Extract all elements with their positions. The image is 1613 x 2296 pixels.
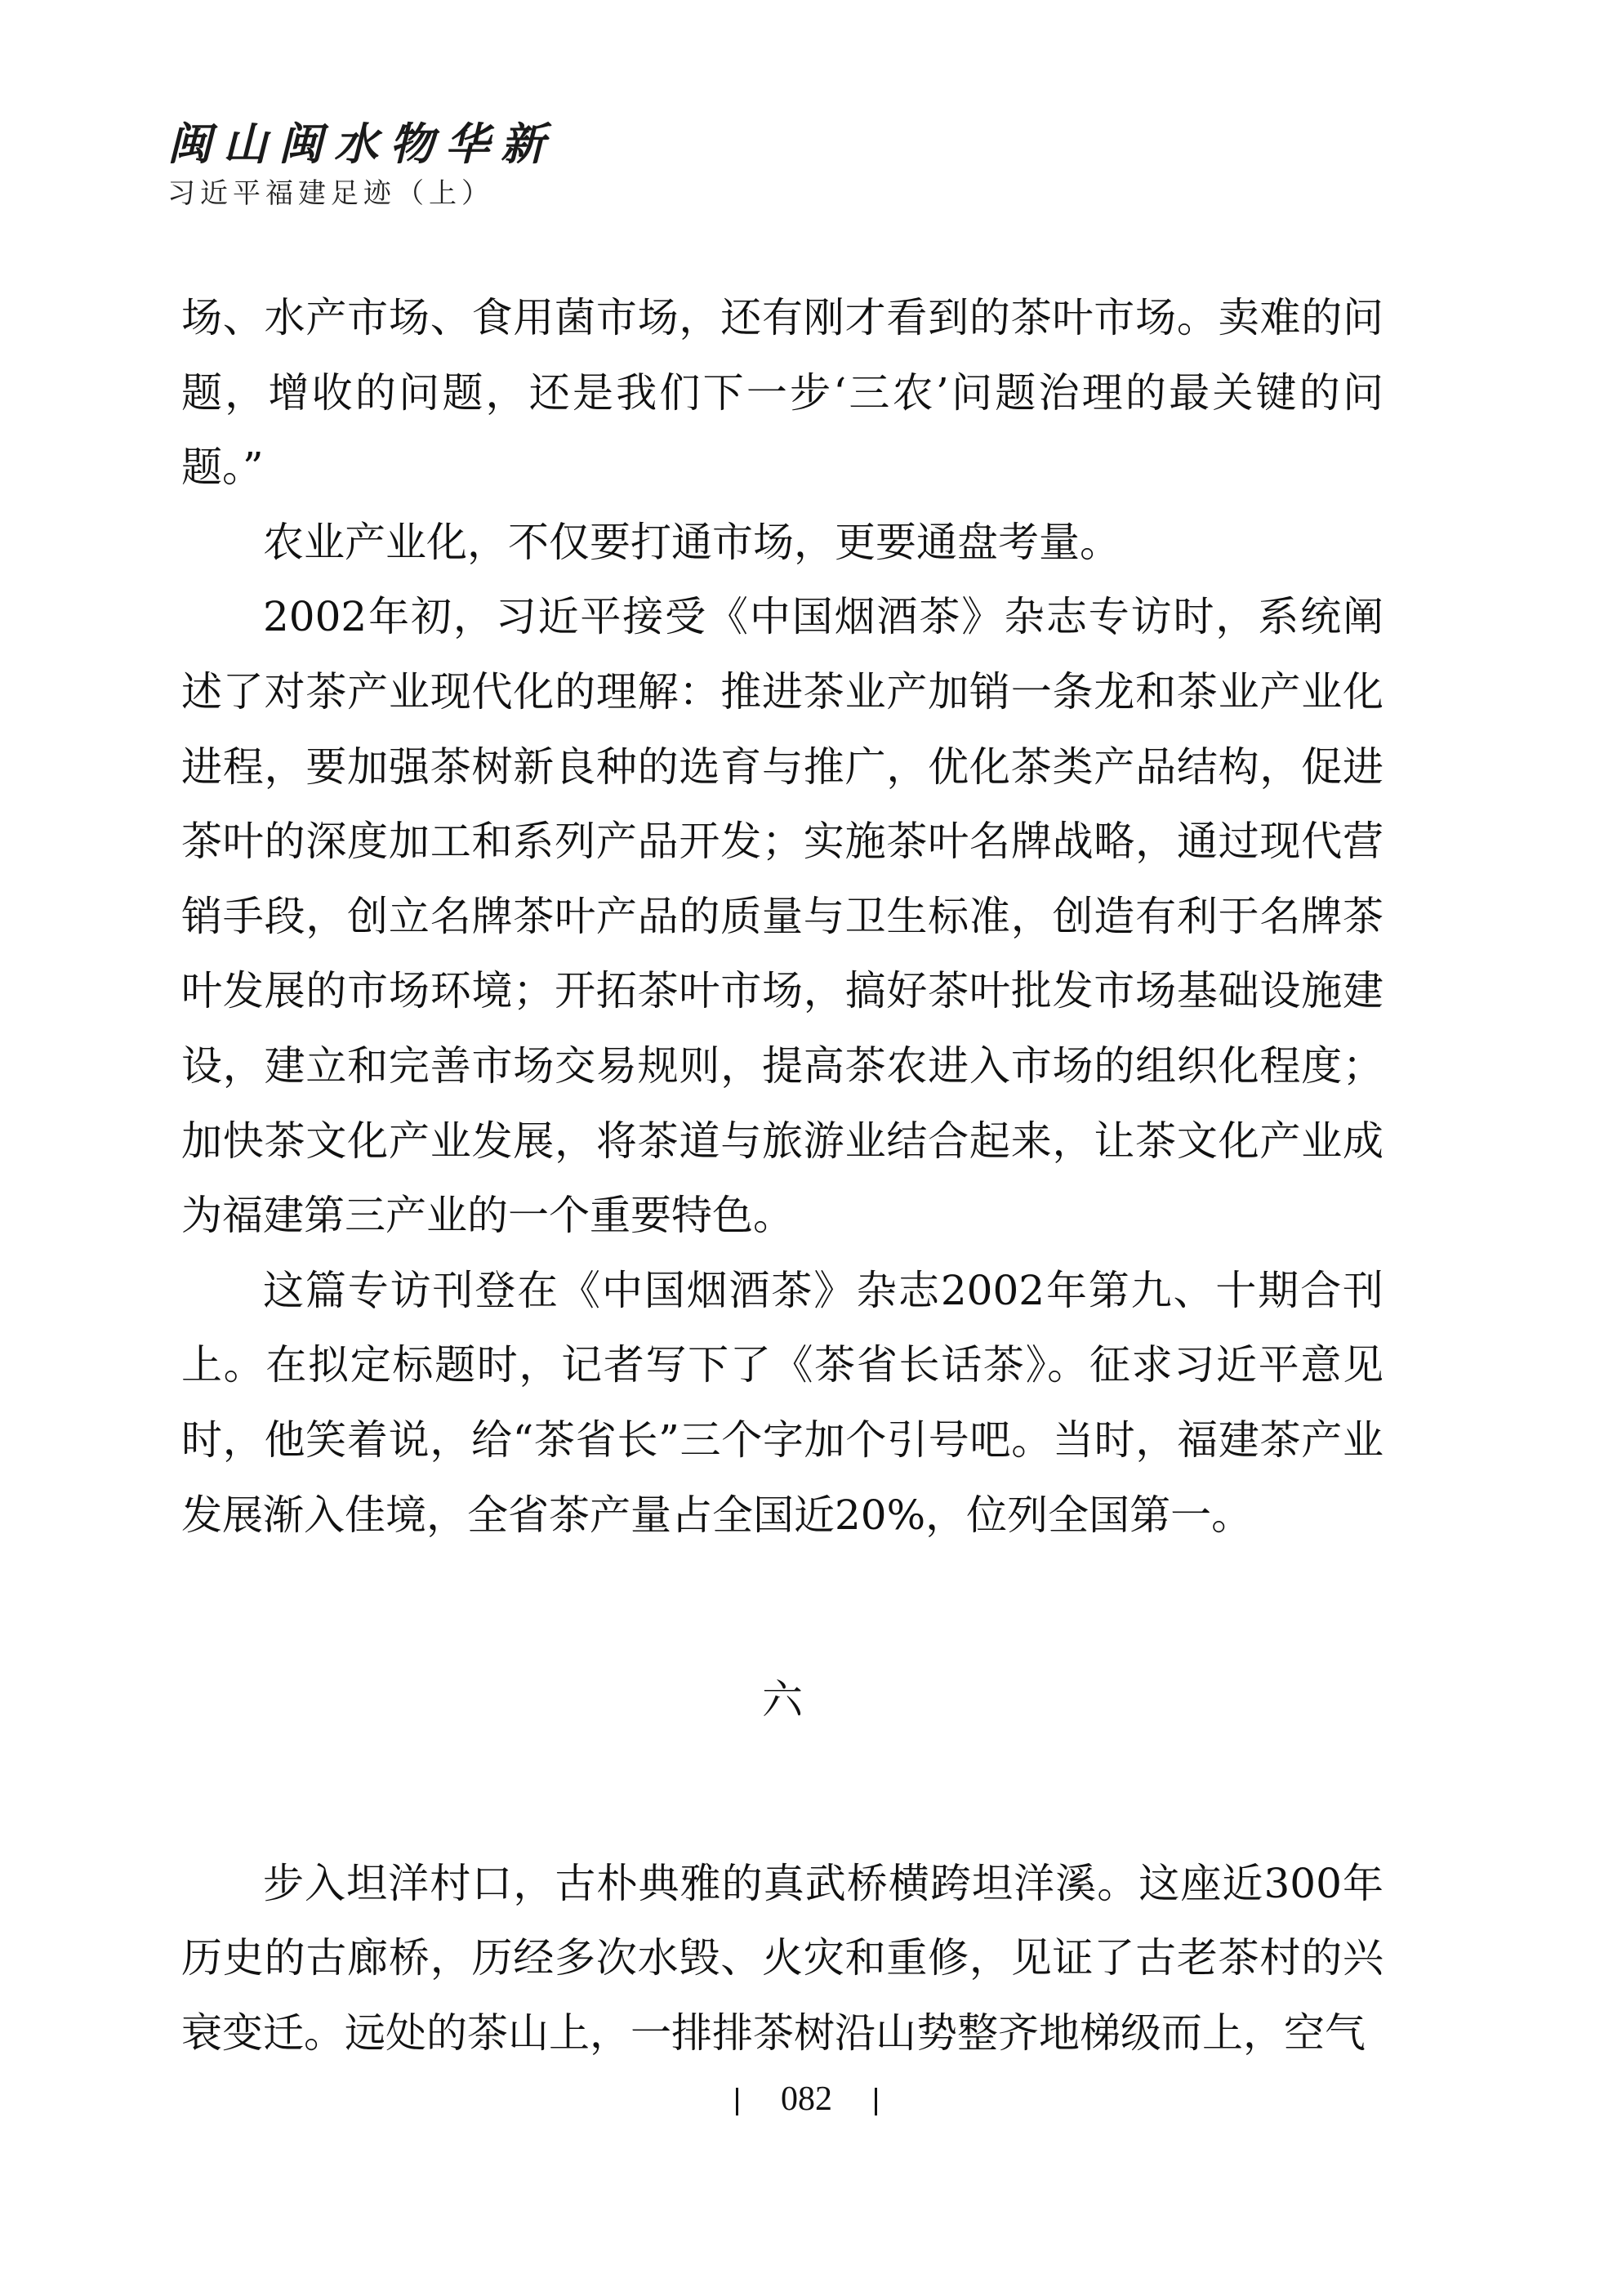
footer-divider-left — [736, 2088, 738, 2115]
paragraph: 这篇专访刊登在《中国烟酒茶》杂志2002年第九、十期合刊上。在拟定标题时，记者写下了《茶省长话茶》。征求习近平意见时，他笑着说，给“茶省长”三个字加个引号吧。当时，福建茶产业发展渐入佳境，全省茶产量占全国近20%，位列全国第一。 — [181, 1266, 1384, 1539]
book-subtitle: 习近平福建足迹（上） — [167, 177, 494, 210]
paragraph: 农业产业化，不仅要打通市场，更要通盘考量。 — [263, 518, 1121, 566]
footer-divider-right — [875, 2088, 877, 2115]
section-heading: 六 — [762, 1676, 803, 1724]
paragraph: 2002年初，习近平接受《中国烟酒茶》杂志专访时，系统阐述了对茶产业现代化的理解：推进茶业产加销一条龙和茶业产业化进程，要加强茶树新良种的选育与推广，优化茶类产品结构，促进茶叶的深度加工和系列产品开发；实施茶叶名牌战略，通过现代营销手段，创立名牌茶叶产品的质量与卫生标准，创造有利于名牌茶叶发展的市场环境；开拓茶叶市场，搞好茶叶批发市场基础设施建设，建立和完善市场交易规则，提高茶农进入市场的组织化程度；加快茶文化产业发展，将茶道与旅游业结合起来，让茶文化产业成为福建第三产业的一个重要特色。 — [181, 593, 1384, 1240]
book-title: 闽山闽水物华新 — [167, 118, 556, 170]
page-footer — [0, 2075, 1613, 2124]
running-header — [167, 114, 739, 214]
page-number: 082 — [781, 2080, 832, 2118]
body-text — [181, 281, 1384, 2071]
paragraph: 步入坦洋村口，古朴典雅的真武桥横跨坦洋溪。这座近300年历史的古廊桥，历经多次水毁、火灾和重修，见证了古老茶村的兴衰变迁。远处的茶山上，一排排茶树沿山势整齐地梯级而上，空气 — [181, 1859, 1384, 2057]
paragraph: 场、水产市场、食用菌市场，还有刚才看到的茶叶市场。卖难的问题，增收的问题，还是我们下一步‘三农’问题治理的最关键的问题。” — [181, 294, 1384, 492]
